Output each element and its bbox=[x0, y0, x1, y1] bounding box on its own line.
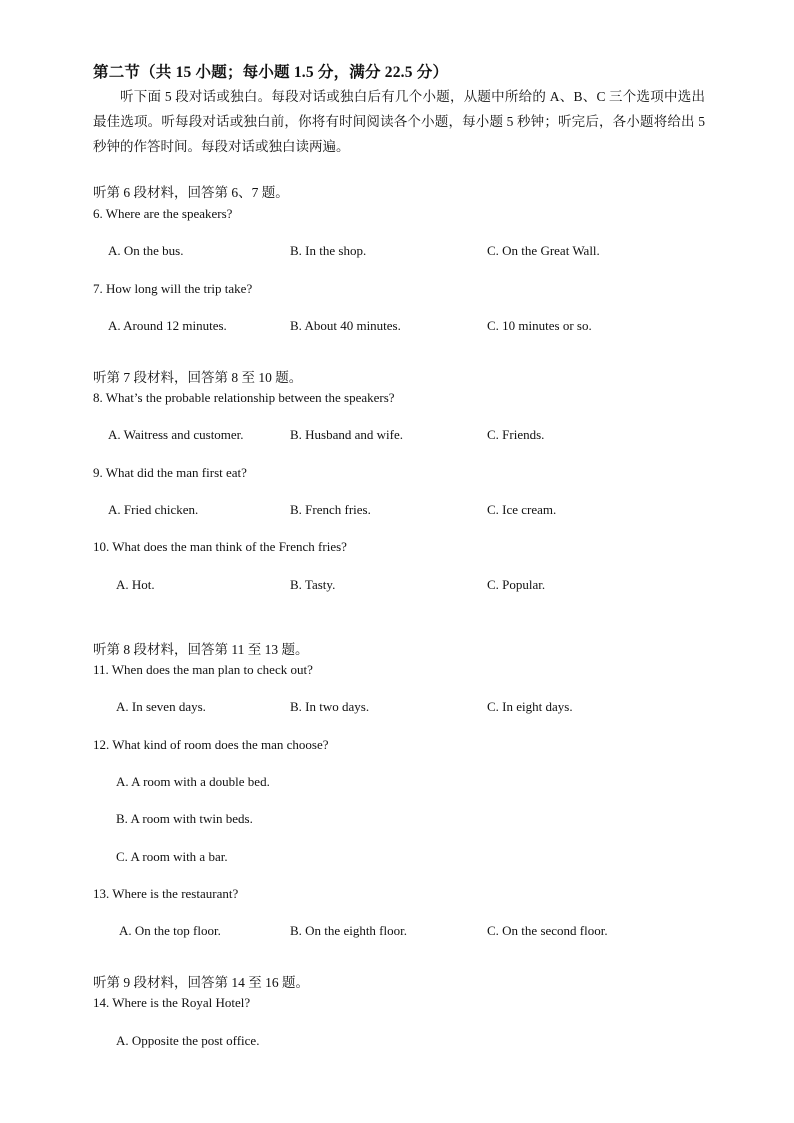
question-text: 6. Where are the speakers? bbox=[93, 206, 233, 221]
question-text: 8. What’s the probable relationship between the speakers? bbox=[93, 390, 395, 405]
option-c: C. On the Great Wall. bbox=[487, 243, 600, 258]
option-a: A. In seven days. bbox=[116, 699, 206, 714]
option-a: A. Opposite the post office. bbox=[116, 1033, 260, 1048]
material-heading: 听第 9 段材料，回答第 14 至 16 题。 bbox=[93, 975, 309, 990]
option-c: C. In eight days. bbox=[487, 699, 573, 714]
question-text: 7. How long will the trip take? bbox=[93, 281, 253, 296]
option-c: C. Popular. bbox=[487, 577, 546, 592]
option-c: C. Friends. bbox=[487, 427, 545, 442]
material-heading: 听第 7 段材料，回答第 8 至 10 题。 bbox=[93, 370, 303, 385]
option-b: B. A room with twin beds. bbox=[116, 811, 253, 826]
option-b: B. Husband and wife. bbox=[290, 427, 404, 442]
option-b: B. Tasty. bbox=[290, 577, 336, 592]
option-a: A. Around 12 minutes. bbox=[108, 318, 227, 333]
question-text: 12. What kind of room does the man choose? bbox=[93, 737, 329, 752]
question-text: 14. Where is the Royal Hotel? bbox=[93, 995, 251, 1010]
option-a: A. Hot. bbox=[116, 577, 155, 592]
option-b: B. In two days. bbox=[290, 699, 370, 714]
option-b: B. French fries. bbox=[290, 502, 371, 517]
section-instructions: 听下面 5 段对话或独白。每段对话或独白后有几个小题，从题中所给的 A、B、C 三个选项中选出最佳选项。听每段对话或独白前，你将有时间阅读各个小题，每小题 5 秒钟；听完后，各小题将给出 5 秒钟的作答时间。每段对话或独白读两遍。 bbox=[93, 89, 705, 154]
option-c: C. On the second floor. bbox=[487, 923, 608, 938]
question-text: 9. What did the man first eat? bbox=[93, 465, 247, 480]
material-heading: 听第 8 段材料，回答第 11 至 13 题。 bbox=[93, 642, 309, 657]
option-c: C. 10 minutes or so. bbox=[487, 318, 592, 333]
material-heading: 听第 6 段材料，回答第 6、7 题。 bbox=[93, 185, 289, 200]
option-a: A. A room with a double bed. bbox=[116, 774, 270, 789]
option-b: B. In the shop. bbox=[290, 243, 367, 258]
option-a: A. On the bus. bbox=[108, 243, 184, 258]
section-title: 第二节（共 15 小题；每小题 1.5 分，满分 22.5 分） bbox=[93, 64, 449, 81]
option-a: A. On the top floor. bbox=[119, 923, 221, 938]
question-text: 10. What does the man think of the French fries? bbox=[93, 539, 347, 554]
option-a: A. Fried chicken. bbox=[108, 502, 199, 517]
option-c: C. A room with a bar. bbox=[116, 849, 228, 864]
option-c: C. Ice cream. bbox=[487, 502, 557, 517]
option-b: B. On the eighth floor. bbox=[290, 923, 407, 938]
option-a: A. Waitress and customer. bbox=[108, 427, 244, 442]
option-b: B. About 40 minutes. bbox=[290, 318, 401, 333]
question-text: 11. When does the man plan to check out? bbox=[93, 662, 313, 677]
question-text: 13. Where is the restaurant? bbox=[93, 886, 239, 901]
